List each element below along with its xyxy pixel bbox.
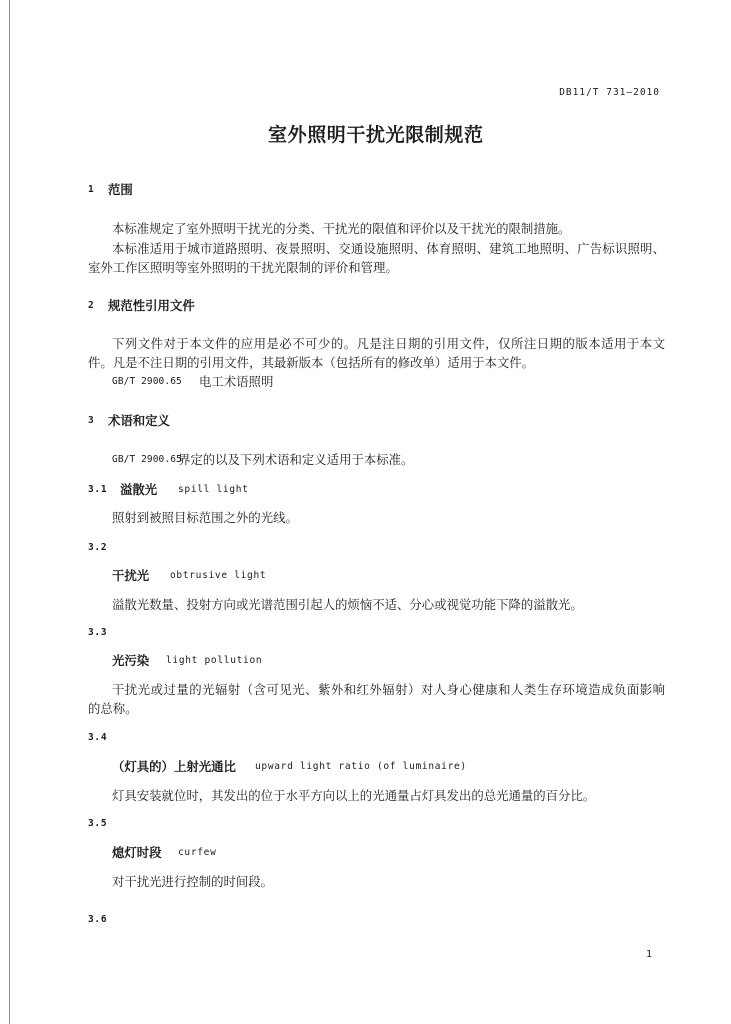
section-intro (0, 452, 700, 468)
section-title: 术语和定义 (108, 413, 170, 428)
term-en: light pollution (166, 655, 263, 666)
term-definition: 对干扰光进行控制的时间段。 (112, 874, 274, 889)
paragraph-line: 下列文件对于本文件的应用是必不可少的。凡是注日期的引用文件，仅所注日期的版本适用于本文 (112, 336, 665, 351)
section-title: 规范性引用文件 (108, 298, 195, 313)
term-zh: 溢散光 (120, 482, 158, 497)
term-heading-3-5 (0, 845, 700, 861)
paragraph-line: 件。凡是不注日期的引用文件，其最新版本（包括所有的修改单）适用于本文件。 (88, 355, 535, 370)
term-definition: 的总称。 (88, 701, 138, 716)
term-heading-3-1 (0, 482, 700, 498)
section-title: 范围 (108, 182, 133, 197)
term-en: spill light (178, 484, 249, 495)
term-definition: 灯具安装就位时，其发出的位于水平方向以上的光通量占灯具发出的总光通量的百分比。 (112, 788, 596, 803)
section-heading-1 (0, 182, 700, 198)
term-zh: （灯具的）上射光通比 (112, 759, 236, 774)
section-heading-2 (0, 298, 700, 314)
document-code: DB11/T 731—2010 (559, 87, 660, 98)
term-number: 3.4 (88, 732, 108, 743)
reference-title: 电工术语照明 (199, 374, 274, 389)
term-number: 3.6 (88, 914, 108, 925)
term-heading-3-2 (0, 568, 700, 584)
section-number: 2 (88, 300, 95, 311)
term-en: curfew (178, 847, 217, 858)
reference-item (0, 374, 700, 390)
term-zh: 光污染 (112, 653, 150, 668)
term-number: 3.2 (88, 542, 108, 553)
section-heading-3 (0, 413, 700, 429)
term-en: upward light ratio (of luminaire) (255, 761, 467, 772)
page-border-line (9, 0, 10, 1024)
term-definition: 干扰光或过量的光辐射（含可见光、紫外和红外辐射）对人身心健康和人类生存环境造成负面影响 (112, 682, 665, 697)
intro-reference-code: GB/T 2900.65 (112, 454, 182, 465)
paragraph-line: 室外工作区照明等室外照明的干扰光限制的评价和管理。 (88, 260, 398, 275)
term-number: 3.1 (88, 484, 108, 495)
term-heading-3-4 (0, 759, 700, 775)
intro-text: 界定的以及下列术语和定义适用于本标准。 (178, 452, 414, 467)
term-number: 3.5 (88, 818, 108, 829)
term-en: obtrusive light (170, 570, 267, 581)
term-definition: 溢散光数量、投射方向或光谱范围引起人的烦恼不适、分心或视觉功能下降的溢散光。 (112, 597, 583, 612)
page-title: 室外照明干扰光限制规范 (268, 124, 484, 146)
reference-code: GB/T 2900.65 (112, 376, 182, 387)
section-number: 3 (88, 415, 95, 426)
term-definition: 照射到被照目标范围之外的光线。 (112, 510, 298, 525)
paragraph-line: 本标准规定了室外照明干扰光的分类、干扰光的限值和评价以及干扰光的限制措施。 (112, 221, 571, 236)
term-number: 3.3 (88, 627, 108, 638)
term-zh: 熄灯时段 (112, 845, 162, 860)
term-heading-3-3 (0, 653, 700, 669)
section-number: 1 (88, 184, 95, 195)
page-number: 1 (646, 949, 653, 960)
paragraph-line: 本标准适用于城市道路照明、夜景照明、交通设施照明、体育照明、建筑工地照明、广告标识照明、 (112, 241, 665, 256)
term-zh: 干扰光 (112, 568, 150, 583)
